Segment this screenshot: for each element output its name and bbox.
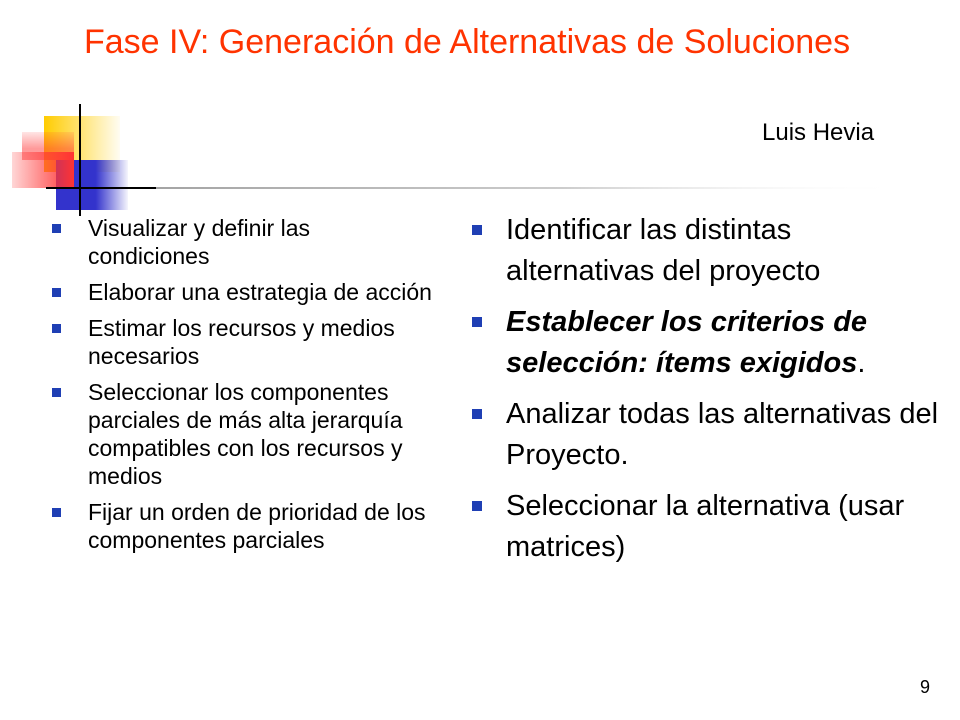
deco-horizontal-line-dark [46, 187, 156, 189]
list-item-suffix: . [857, 347, 866, 379]
author-name: Luis Hevia [762, 119, 875, 146]
bullet-icon [472, 409, 482, 419]
list-item [52, 498, 432, 554]
deco-red-square [12, 152, 74, 188]
list-item-text: Analizar todas las alternativas del Proyecto. [506, 398, 939, 471]
bullet-icon [472, 225, 482, 235]
list-item [52, 278, 432, 306]
list-item [470, 486, 940, 568]
bullet-icon [472, 317, 482, 327]
list-item [52, 314, 432, 370]
deco-yellow-square [44, 116, 120, 172]
list-item [52, 378, 432, 490]
list-item-text: Estimar los recursos y medios necesarios [88, 315, 395, 369]
list-item-text: Seleccionar los componentes parciales de más alta jerarquía compatibles con los recursos y medios [88, 379, 403, 489]
list-item-text: Visualizar y definir las condiciones [88, 215, 311, 269]
bullet-icon [52, 324, 61, 333]
list-item-text: Fijar un orden de prioridad de los componentes parciales [88, 499, 426, 553]
deco-horizontal-line [46, 187, 906, 189]
list-item [470, 394, 940, 476]
bullet-icon [52, 224, 61, 233]
list-item [52, 214, 432, 270]
slide-title: Fase IV: Generación de Alternativas de Soluciones [84, 23, 851, 61]
list-item-text: Seleccionar la alternativa (usar matrices) [506, 490, 905, 563]
right-bullet-list [470, 210, 940, 578]
page-number: 9 [919, 677, 930, 697]
left-bullet-list [52, 214, 432, 562]
bullet-icon [52, 508, 61, 517]
bullet-icon [52, 388, 61, 397]
deco-blue-square [56, 160, 128, 210]
list-item-text: Identificar las distintas alternativas del proyecto [506, 214, 821, 287]
deco-vertical-line [79, 104, 81, 216]
list-item-emphasis: Establecer los criterios de selección: ítems exigidos [506, 306, 868, 379]
list-item [470, 210, 940, 292]
bullet-icon [472, 501, 482, 511]
bullet-icon [52, 288, 61, 297]
list-item-text: Elaborar una estrategia de acción [88, 279, 432, 305]
list-item [470, 302, 940, 384]
deco-red-fade [22, 132, 74, 160]
